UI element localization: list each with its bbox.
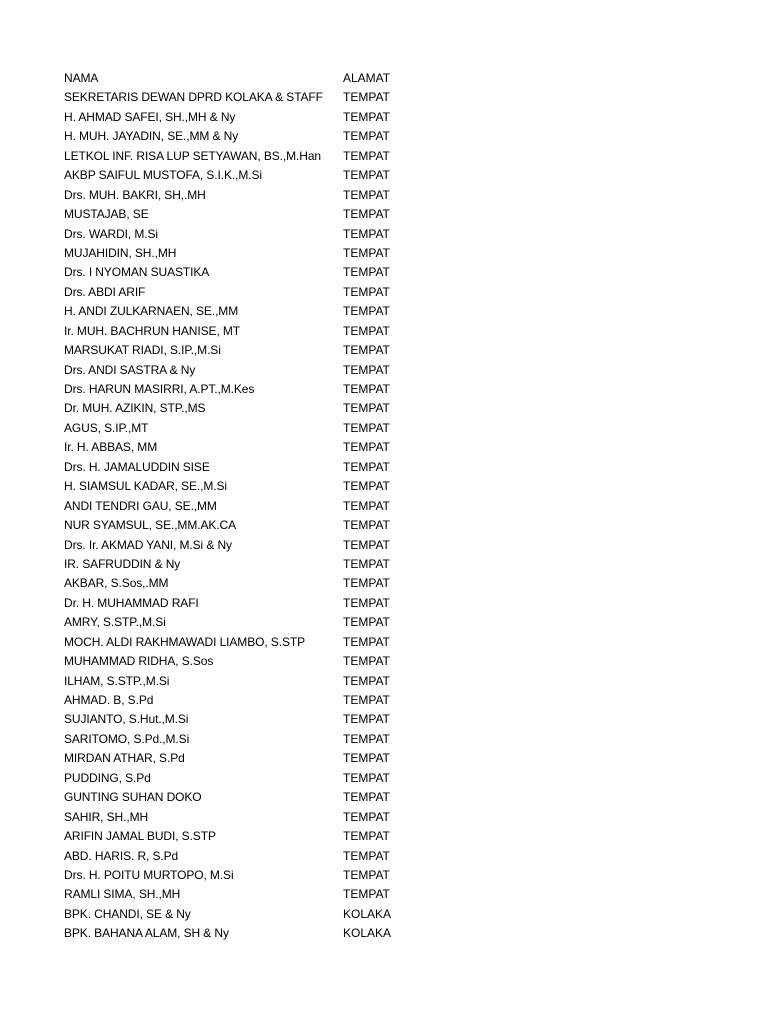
cell-alamat: TEMPAT bbox=[343, 634, 390, 649]
cell-nama: MUSTAJAB, SE bbox=[64, 207, 149, 222]
cell-alamat: TEMPAT bbox=[343, 90, 390, 105]
cell-alamat: TEMPAT bbox=[343, 595, 390, 610]
cell-alamat: TEMPAT bbox=[343, 323, 390, 338]
table-row bbox=[64, 399, 424, 418]
cell-nama: Drs. ABDI ARIF bbox=[64, 284, 146, 299]
cell-nama: Dr. MUH. AZIKIN, STP.,MS bbox=[64, 401, 206, 416]
cell-alamat: TEMPAT bbox=[343, 654, 390, 669]
table-row bbox=[64, 166, 424, 185]
cell-nama: Drs. WARDI, M.Si bbox=[64, 226, 158, 241]
table-row bbox=[64, 322, 424, 341]
cell-alamat: TEMPAT bbox=[343, 343, 390, 358]
cell-nama: AMRY, S.STP.,M.Si bbox=[64, 615, 166, 630]
cell-alamat: TEMPAT bbox=[343, 712, 390, 727]
table-row bbox=[64, 438, 424, 457]
table-row bbox=[64, 419, 424, 438]
table-row bbox=[64, 788, 424, 807]
cell-alamat: KOLAKA bbox=[343, 926, 392, 941]
cell-alamat: TEMPAT bbox=[343, 790, 390, 805]
cell-nama: Drs. H. JAMALUDDIN SISE bbox=[64, 459, 210, 474]
cell-alamat: TEMPAT bbox=[343, 304, 390, 319]
cell-alamat: TEMPAT bbox=[343, 362, 390, 377]
table-row bbox=[64, 652, 424, 671]
cell-alamat: TEMPAT bbox=[343, 867, 390, 882]
cell-nama: H. AHMAD SAFEI, SH.,MH & Ny bbox=[64, 109, 236, 124]
table-row bbox=[64, 905, 424, 924]
cell-nama: Dr. H. MUHAMMAD RAFI bbox=[64, 595, 199, 610]
table-row bbox=[64, 613, 424, 632]
cell-alamat: TEMPAT bbox=[343, 576, 390, 591]
cell-nama: Ir. H. ABBAS, MM bbox=[64, 440, 158, 455]
header-nama: NAMA bbox=[64, 71, 99, 85]
cell-alamat: TEMPAT bbox=[343, 401, 390, 416]
cell-nama: Drs. H. POITU MURTOPO, M.Si bbox=[64, 867, 234, 882]
cell-alamat: TEMPAT bbox=[343, 829, 390, 844]
cell-alamat: TEMPAT bbox=[343, 479, 390, 494]
table-row bbox=[64, 186, 424, 205]
cell-alamat: TEMPAT bbox=[343, 265, 390, 280]
table-row bbox=[64, 497, 424, 516]
table-row bbox=[64, 574, 424, 593]
table-row bbox=[64, 866, 424, 885]
table-row bbox=[64, 749, 424, 768]
cell-nama: AKBP SAIFUL MUSTOFA, S.I.K.,M.Si bbox=[64, 168, 262, 183]
table-row bbox=[64, 847, 424, 866]
cell-nama: IR. SAFRUDDIN & Ny bbox=[64, 556, 181, 571]
cell-nama: ILHAM, S.STP.,M.Si bbox=[64, 673, 170, 688]
cell-nama: ANDI TENDRI GAU, SE.,MM bbox=[64, 498, 217, 513]
table-row bbox=[64, 885, 424, 904]
cell-alamat: TEMPAT bbox=[343, 129, 390, 144]
cell-nama: GUNTING SUHAN DOKO bbox=[64, 790, 202, 805]
cell-nama: H. MUH. JAYADIN, SE.,MM & Ny bbox=[64, 129, 239, 144]
cell-nama: Drs. HARUN MASIRRI, A.PT.,M.Kes bbox=[64, 382, 255, 396]
cell-alamat: TEMPAT bbox=[343, 226, 390, 241]
guest-list-table bbox=[64, 69, 424, 944]
table-row bbox=[64, 827, 424, 846]
cell-alamat: TEMPAT bbox=[343, 207, 390, 222]
cell-alamat: TEMPAT bbox=[343, 518, 390, 533]
table-row bbox=[64, 730, 424, 749]
table-body bbox=[64, 88, 424, 943]
cell-alamat: TEMPAT bbox=[343, 809, 390, 824]
cell-alamat: TEMPAT bbox=[343, 187, 390, 202]
table-row bbox=[64, 594, 424, 613]
cell-nama: MUJAHIDIN, SH.,MH bbox=[64, 245, 177, 260]
table-row bbox=[64, 88, 424, 107]
cell-alamat: TEMPAT bbox=[343, 420, 390, 435]
table-row bbox=[64, 283, 424, 302]
table-row bbox=[64, 477, 424, 496]
cell-nama: Drs. ANDI SASTRA & Ny bbox=[64, 362, 196, 377]
cell-alamat: TEMPAT bbox=[343, 693, 390, 707]
cell-alamat: KOLAKA bbox=[343, 906, 392, 921]
cell-alamat: TEMPAT bbox=[343, 168, 390, 183]
table-row bbox=[64, 127, 424, 146]
cell-nama: LETKOL INF. RISA LUP SETYAWAN, BS.,M.Han bbox=[64, 148, 321, 163]
cell-nama: BPK. CHANDI, SE & Ny bbox=[64, 906, 191, 921]
cell-alamat: TEMPAT bbox=[343, 109, 390, 124]
cell-nama: ABD. HARIS. R, S.Pd bbox=[64, 848, 179, 863]
cell-alamat: TEMPAT bbox=[343, 673, 390, 688]
table-row bbox=[64, 458, 424, 477]
table-row bbox=[64, 263, 424, 282]
cell-nama: BPK. BAHANA ALAM, SH & Ny bbox=[64, 926, 229, 941]
cell-nama: SAHIR, SH.,MH bbox=[64, 809, 149, 824]
cell-alamat: TEMPAT bbox=[343, 148, 390, 163]
cell-nama: SUJIANTO, S.Hut.,M.Si bbox=[64, 712, 189, 727]
table-row bbox=[64, 536, 424, 555]
cell-nama: Drs. I NYOMAN SUASTIKA bbox=[64, 265, 210, 280]
cell-alamat: TEMPAT bbox=[343, 556, 390, 571]
cell-nama: MUHAMMAD RIDHA, S.Sos bbox=[64, 654, 214, 669]
table-row bbox=[64, 710, 424, 729]
table-row bbox=[64, 341, 424, 360]
cell-alamat: TEMPAT bbox=[343, 382, 390, 396]
table-row bbox=[64, 672, 424, 691]
cell-alamat: TEMPAT bbox=[343, 440, 390, 455]
cell-alamat: TEMPAT bbox=[343, 770, 390, 785]
table-row bbox=[64, 225, 424, 244]
cell-alamat: TEMPAT bbox=[343, 245, 390, 260]
cell-nama: Drs. MUH. BAKRI, SH,.MH bbox=[64, 187, 206, 202]
cell-nama: Ir. MUH. BACHRUN HANISE, MT bbox=[64, 323, 240, 338]
cell-nama: ARIFIN JAMAL BUDI, S.STP bbox=[64, 829, 216, 844]
cell-nama: MIRDAN ATHAR, S.Pd bbox=[64, 751, 185, 766]
table-row bbox=[64, 380, 424, 399]
cell-alamat: TEMPAT bbox=[343, 751, 390, 766]
table-row bbox=[64, 147, 424, 166]
table-row bbox=[64, 769, 424, 788]
cell-nama: AKBAR, S.Sos,.MM bbox=[64, 576, 169, 591]
cell-alamat: TEMPAT bbox=[343, 284, 390, 299]
cell-nama: NUR SYAMSUL, SE.,MM.AK.CA bbox=[64, 518, 236, 533]
cell-nama: PUDDING, S.Pd bbox=[64, 770, 151, 785]
cell-nama: RAMLI SIMA, SH.,MH bbox=[64, 887, 181, 902]
table-row bbox=[64, 108, 424, 127]
cell-alamat: TEMPAT bbox=[343, 887, 390, 902]
table-row bbox=[64, 302, 424, 321]
table-row bbox=[64, 244, 424, 263]
cell-alamat: TEMPAT bbox=[343, 848, 390, 863]
cell-nama: Drs. Ir. AKMAD YANI, M.Si & Ny bbox=[64, 537, 232, 552]
cell-nama: AHMAD. B, S.Pd bbox=[64, 693, 154, 707]
cell-nama: AGUS, S.IP.,MT bbox=[64, 420, 149, 435]
table-row bbox=[64, 691, 424, 710]
cell-alamat: TEMPAT bbox=[343, 498, 390, 513]
table-row bbox=[64, 633, 424, 652]
table-row bbox=[64, 924, 424, 943]
cell-nama: SEKRETARIS DEWAN DPRD KOLAKA & STAFF bbox=[64, 90, 323, 105]
cell-nama: MARSUKAT RIADI, S.IP.,M.Si bbox=[64, 343, 221, 358]
cell-nama: SARITOMO, S.Pd.,M.Si bbox=[64, 731, 190, 746]
table-header bbox=[64, 69, 424, 88]
table-row bbox=[64, 808, 424, 827]
header-alamat: ALAMAT bbox=[343, 71, 391, 85]
table-row bbox=[64, 205, 424, 224]
table-row bbox=[64, 555, 424, 574]
table-row bbox=[64, 516, 424, 535]
cell-nama: MOCH. ALDI RAKHMAWADI LIAMBO, S.STP bbox=[64, 634, 305, 649]
cell-alamat: TEMPAT bbox=[343, 537, 390, 552]
cell-alamat: TEMPAT bbox=[343, 731, 390, 746]
table-row bbox=[64, 361, 424, 380]
cell-nama: H. ANDI ZULKARNAEN, SE.,MM bbox=[64, 304, 239, 319]
cell-nama: H. SIAMSUL KADAR, SE.,M.Si bbox=[64, 479, 227, 494]
cell-alamat: TEMPAT bbox=[343, 615, 390, 630]
cell-alamat: TEMPAT bbox=[343, 459, 390, 474]
